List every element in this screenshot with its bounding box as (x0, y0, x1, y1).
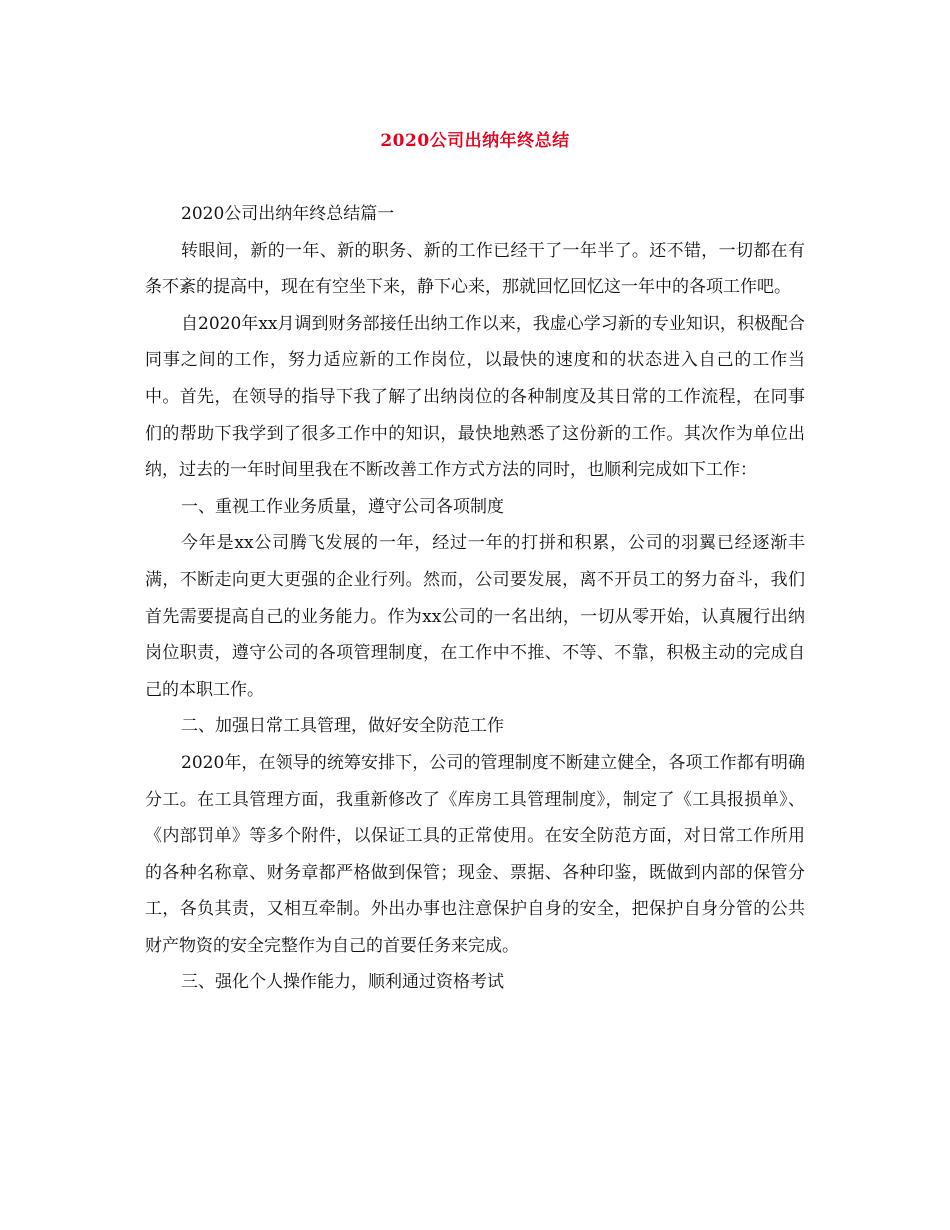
work-overview-paragraph: 自2020年xx月调到财务部接任出纳工作以来，我虚心学习新的专业知识，积极配合同事之间的工作，努力适应新的工作岗位，以最快的速度和的状态进入自己的工作当中。首先，在领导的指导下我了解了出纳岗位的各种制度及其日常的工作流程，在同事们的帮助下我学到了很多工作中的知识，最快地熟悉了这份新的工作。其次作为单位出纳，过去的一年时间里我在不断改善工作方式方法的同时，也顺利完成如下工作： (145, 313, 805, 481)
point-two-heading: 二、加强日常工具管理，做好安全防范工作 (181, 716, 504, 737)
intro-paragraph: 转眼间，新的一年、新的职务、新的工作已经干了一年半了。还不错，一切都在有条不紊的提高中，现在有空坐下来，静下心来，那就回忆回忆这一年中的各项工作吧。 (145, 240, 805, 298)
point-three-heading: 三、强化个人操作能力，顺利通过资格考试 (181, 972, 504, 993)
point-one-paragraph: 今年是xx公司腾飞发展的一年，经过一年的打拼和积累，公司的羽翼已经逐渐丰满，不断走向更大更强的企业行列。然而，公司要发展，离不开员工的努力奋斗，我们首先需要提高自己的业务能力。作为xx公司的一名出纳，一切从零开始，认真履行出纳岗位职责，遵守公司的各项管理制度，在工作中不推、不等、不靠，积极主动的完成自己的本职工作。 (145, 533, 805, 700)
point-two-paragraph: 2020年，在领导的统筹安排下，公司的管理制度不断建立健全，各项工作都有明确分工。在工具管理方面，我重新修改了《库房工具管理制度》，制定了《工具报损单》、《内部罚单》等多个附件，以保证工具的正常使用。在安全防范方面，对日常工作所用的各种名称章、财务章都严格做到保管；现金、票据、各种印鉴，既做到内部的保管分工，各负其责，又相互牵制。外出办事也注意保护自身的安全，把保护自身分管的公共财产物资的安全完整作为自己的首要任务来完成。 (145, 752, 805, 956)
document-title: 2020公司出纳年终总结 (380, 131, 570, 151)
document-body (145, 196, 805, 1001)
section-heading-part-one: 2020公司出纳年终总结篇一 (181, 204, 395, 224)
point-one-heading: 一、重视工作业务质量，遵守公司各项制度 (181, 496, 504, 517)
